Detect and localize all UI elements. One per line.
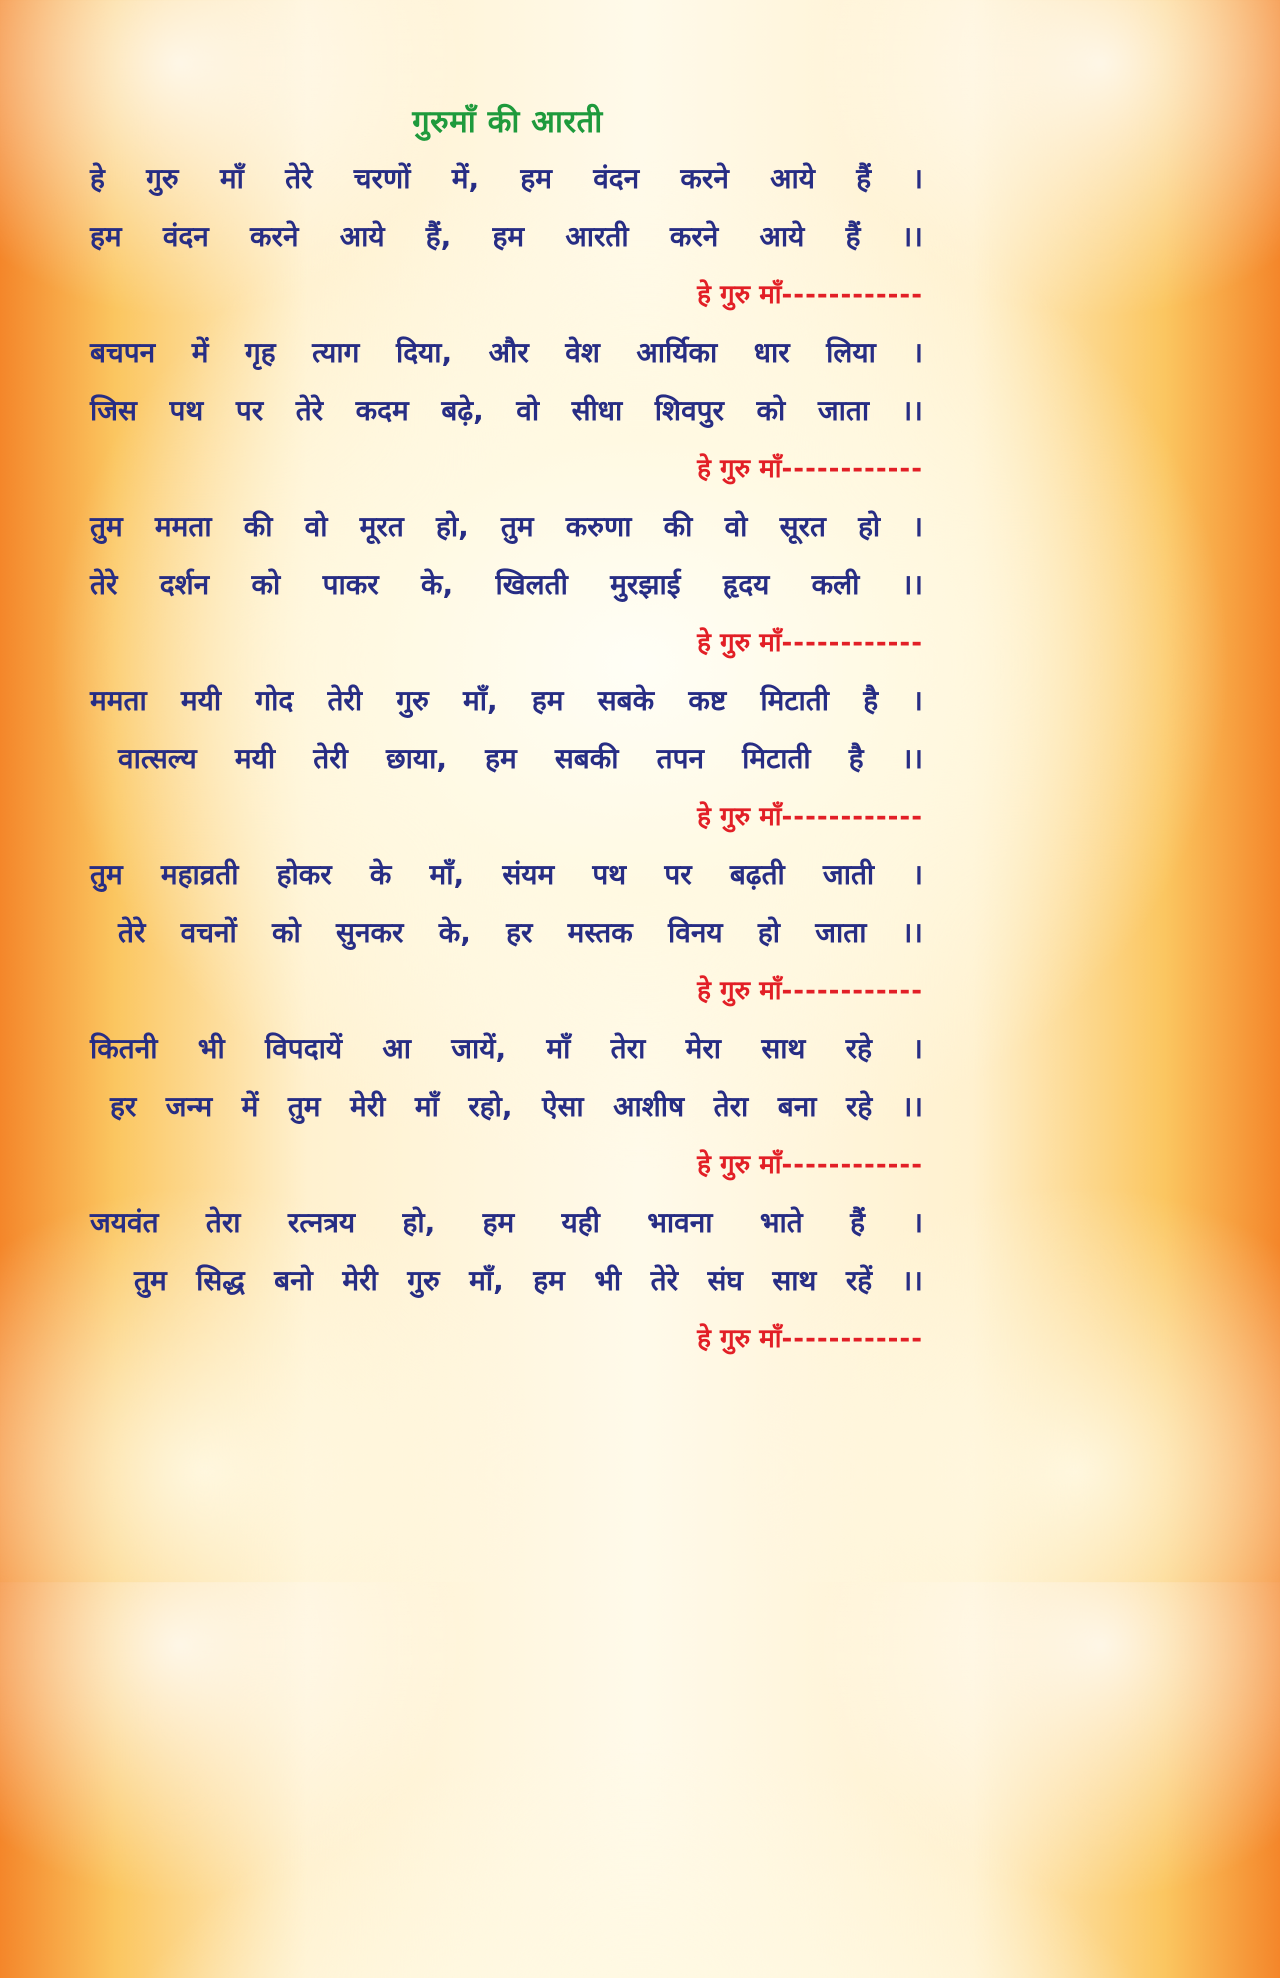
verse-word: लिया [826,336,876,369]
verse-word: तेरे [118,916,146,949]
verse-word: विनय [668,916,723,949]
refrain-dashes: ------------ [781,1150,923,1180]
verse-word: आर्यिका [636,336,718,369]
verse-word: तेरा [205,1206,241,1239]
verse-word: माँ [414,1090,439,1123]
verse-word: हर [110,1090,137,1123]
verse-word: जाती [822,858,875,891]
verse-word: वो [516,394,540,427]
verse-word: तपन [656,742,705,775]
verse-word: तुम [500,510,534,543]
refrain [90,1310,923,1368]
verse-word: ममता [154,510,212,543]
verse-word: करुणा [565,510,632,543]
verse-word: कितनी [90,1032,158,1065]
verse-word: वंदन [593,162,640,195]
verse-word: विपदायें [264,1032,343,1065]
verse-word: दिया, [395,336,453,369]
verse-word: । [912,162,923,195]
verse-word: तुम [287,1090,321,1123]
stanza [90,846,923,1020]
verse-word: यही [561,1206,600,1239]
verse-word: ।। [901,916,923,949]
verse-word: पथ [592,858,627,891]
refrain-dashes: ------------ [781,976,923,1006]
verse-word: दर्शन [159,568,210,601]
verse-word: भी [197,1032,225,1065]
refrain-text: हे गुरु माँ [697,1324,782,1354]
verse-word: । [912,510,923,543]
verse-word: पर [664,858,692,891]
verse-word: हो, [435,510,469,543]
verse-word: जाता [817,394,870,427]
verse-word: तुम [90,858,123,891]
stanza [90,672,923,846]
refrain [90,1136,923,1194]
verse-word: करने [250,220,299,253]
verse-word: और [488,336,529,369]
verse-word: सुनकर [336,916,404,949]
verse-word: आये [339,220,385,253]
verse-word: बनो [274,1264,313,1297]
verse-word: हम [492,220,525,253]
verse-word: रहे [845,1090,873,1123]
refrain-text: हे गुरु माँ [697,280,782,310]
verse-word: गोद [255,684,294,717]
stanza [90,498,923,672]
refrain-dashes: ------------ [781,454,923,484]
stanza [90,1020,923,1194]
verse-word: बचपन [90,336,156,369]
verse-word: । [912,684,923,717]
verse-word: हैं [845,220,861,253]
verse-word: ।। [901,220,923,253]
verse-word: की [243,510,273,543]
verse-word: में [191,336,209,369]
verse-word: मस्तक [567,916,633,949]
stanza [90,324,923,498]
verse-word: में [241,1090,259,1123]
verse-word: ऐसा [541,1090,584,1123]
verse-word: माँ, [429,858,465,891]
verse-word: धार [753,336,790,369]
verse-word: हे [90,162,105,195]
verse-word: हम [90,220,122,253]
refrain-text: हे गुरु माँ [697,802,782,832]
verse-word: रहो, [468,1090,513,1123]
verse-word: गुरु [396,684,429,717]
verse-word: होकर [276,858,332,891]
stanza [90,1194,923,1368]
verse-word: हम [520,162,552,195]
verse-word: तेरी [313,742,348,775]
verse-word: है [848,742,864,775]
verse-word: सबके [597,684,655,717]
verse-word: सबकी [554,742,619,775]
verse-line [90,498,923,556]
verse-word: हैं [850,1206,865,1239]
verse-word: तुम [90,510,123,543]
verse-line [90,324,923,382]
verse-word: तेरे [650,1264,679,1297]
verse-word: है [863,684,879,717]
verse-word: सूरत [779,510,826,543]
verse-word: हैं, [425,220,452,253]
verse-word: खिलती [495,568,568,601]
verse-word: करने [680,162,729,195]
verse-word: को [756,394,786,427]
verse-word: पाकर [322,568,379,601]
verse-line [90,208,923,266]
verse-word: ।। [901,1090,923,1123]
verse-word: ।। [901,742,923,775]
verse-word: जन्म [165,1090,213,1123]
verse-word: तेरे [285,162,313,195]
verse-word: तेरी [327,684,363,717]
verse-word: माँ [546,1032,571,1065]
verse-word: रत्नत्रय [287,1206,356,1239]
verse-line [90,1020,923,1078]
verse-word: वात्सल्य [118,742,197,775]
refrain [90,962,923,1020]
verse-word: । [912,336,923,369]
verse-word: तेरा [610,1032,646,1065]
verse-word: सिद्ध [196,1264,245,1297]
refrain [90,614,923,672]
stanza [90,150,923,324]
verse-line [90,846,923,904]
verse-word: छाया, [386,742,448,775]
verse-word: गृह [244,336,276,369]
refrain [90,440,923,498]
verse-word: कली [811,568,860,601]
refrain-text: हे गुरु माँ [697,1150,782,1180]
verse-word: हृदय [722,568,770,601]
verse-word: ।। [901,568,923,601]
verse-word: करने [669,220,719,253]
verse-line [90,1194,923,1252]
verse-word: तेरे [295,394,324,427]
verse-word: तेरे [90,568,118,601]
verse-word: संघ [707,1264,743,1297]
verse-word: आशीष [613,1090,685,1123]
verse-line [90,1252,923,1310]
verse-word: मेरी [349,1090,386,1123]
refrain-text: हे गुरु माँ [697,976,782,1006]
verse-word: वो [304,510,328,543]
refrain-text: हे गुरु माँ [697,628,782,658]
verse-word: कष्ट [688,684,727,717]
verse-word: भावना [647,1206,713,1239]
verse-word: सीधा [571,394,623,427]
verse-word: रहें [845,1264,873,1297]
verse-word: ममता [90,684,147,717]
verse-word: को [272,916,301,949]
verse-word: हर [506,916,533,949]
verse-word: ।। [901,1264,923,1297]
verse-word: संयम [502,858,555,891]
verse-word: हो, [402,1206,436,1239]
verse-word: हम [533,1264,565,1297]
verse-word: हम [485,742,517,775]
verse-line [90,672,923,730]
verse-word: मेरी [342,1264,378,1297]
verse-word: जायें, [451,1032,507,1065]
verse-word: जाता [815,916,867,949]
verse-word: चरणों [353,162,411,195]
verse-word: शिवपुर [654,394,725,427]
verse-word: मुरझाई [610,568,681,601]
verse-word: जयवंत [90,1206,159,1239]
verse-word: साथ [761,1032,806,1065]
verse-word: माँ [219,162,244,195]
verse-word: वो [724,510,748,543]
verse-word: मिटाती [742,742,811,775]
verse-word: पथ [169,394,204,427]
verse-word: मूरत [359,510,404,543]
verse-word: आये [770,162,816,195]
verse-line [90,730,923,788]
refrain-dashes: ------------ [781,280,923,310]
verse-word: कदम [355,394,409,427]
verse-word: के, [421,568,454,601]
verse-word: । [912,1032,923,1065]
verse-line [90,904,923,962]
verse-word: हम [482,1206,515,1239]
verse-word: त्याग [312,336,360,369]
verse-word: बढ़ती [729,858,785,891]
verse-word: तेरा [713,1090,749,1123]
verse-word: वचनों [180,916,237,949]
verse-word: वंदन [162,220,209,253]
verse-word: । [912,858,923,891]
verse-word: को [251,568,281,601]
verse-word: आये [759,220,805,253]
verse-word: ।। [901,394,923,427]
verse-word: गुरु [407,1264,440,1297]
refrain-dashes: ------------ [781,628,923,658]
verse-word: वेश [565,336,600,369]
verse-word: माँ, [469,1264,504,1297]
verse-word: मयी [180,684,222,717]
verse-word: के, [438,916,471,949]
refrain [90,266,923,324]
verse-word: मिटाती [760,684,829,717]
verse-word: महाव्रती [160,858,239,891]
verse-word: हो [757,916,780,949]
verse-word: हो [858,510,881,543]
verse-word: आरती [565,220,629,253]
verse-word: की [663,510,693,543]
verse-line [90,150,923,208]
verse-word: आ [382,1032,411,1065]
verse-word: मयी [234,742,276,775]
verse-word: भाते [759,1206,803,1239]
verse-word: पर [235,394,264,427]
refrain-dashes: ------------ [781,802,923,832]
verse-word: माँ, [463,684,498,717]
verse-word: हम [531,684,564,717]
verse-word: मेरा [685,1032,722,1065]
verse-word: हैं [856,162,872,195]
verse-word: गुरु [146,162,179,195]
verse-word: । [912,1206,923,1239]
verse-word: में, [451,162,480,195]
verse-word: के [369,858,392,891]
verse-word: भी [594,1264,622,1297]
verse-word: साथ [772,1264,817,1297]
refrain-dashes: ------------ [781,1324,923,1354]
refrain [90,788,923,846]
page-title: गुरुमाँ की आरती [412,104,603,140]
verse-word: बढ़े, [441,394,484,427]
verse-word: तुम [134,1264,167,1297]
verse-word: रहे [845,1032,872,1065]
verse-word: जिस [90,394,137,427]
verse-word: बना [777,1090,817,1123]
verse-line [90,1078,923,1136]
refrain-text: हे गुरु माँ [697,454,782,484]
verse-line [90,556,923,614]
verse-line [90,382,923,440]
